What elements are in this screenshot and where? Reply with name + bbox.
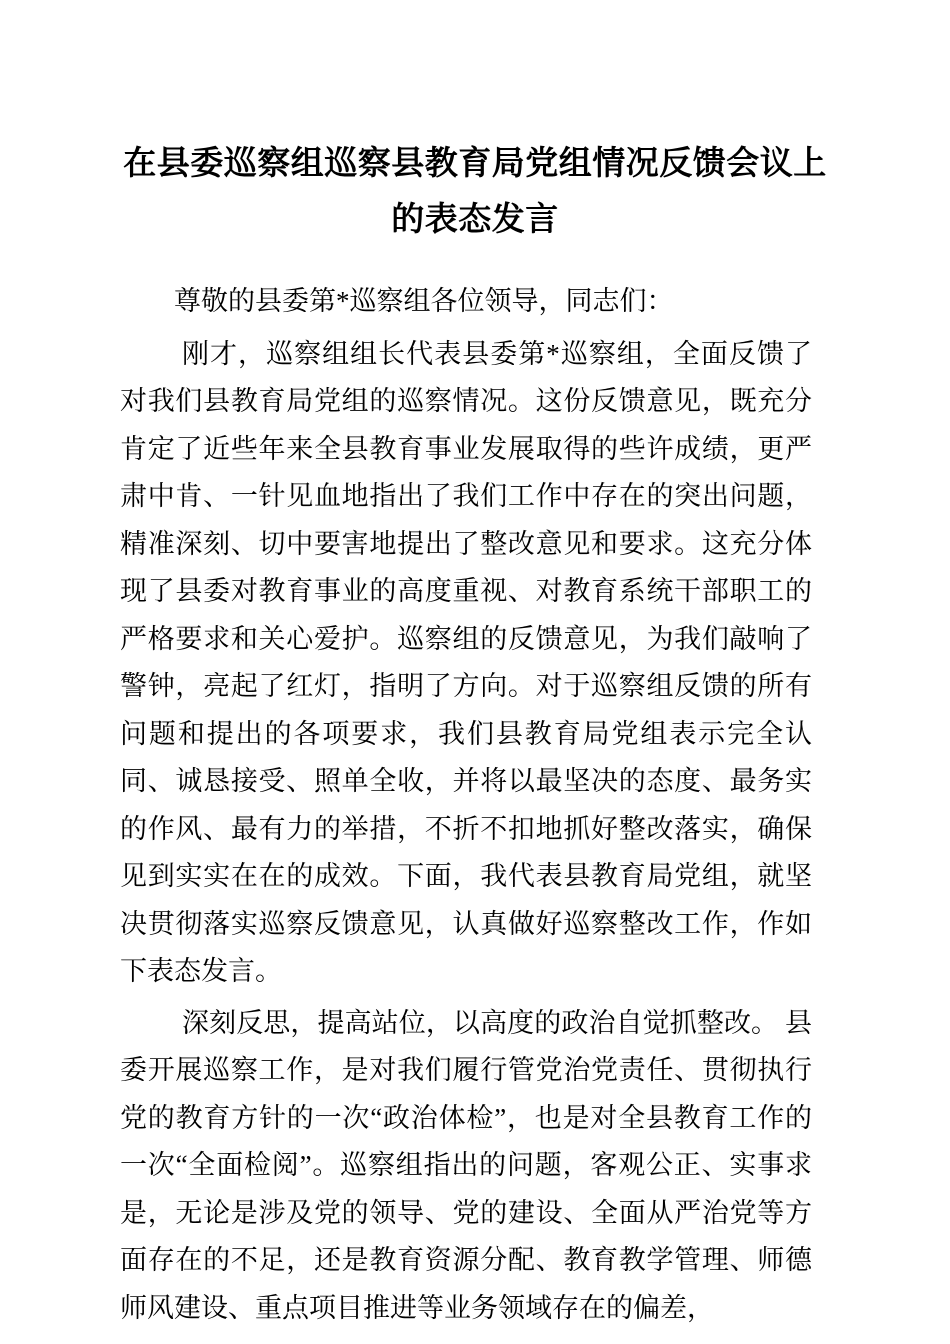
document-body (120, 278, 812, 1332)
paragraph-section-one: 深刻反思，提高站位，以高度的政治自觉抓整改。 县委开展巡察工作，是对我们履行管党治党责任、贯彻执行党的教育方针的一次“政治体检”，也是对全县教育工作的一次“全面检阅”。巡察组指出的问题，客观公正、实事求是，无论是涉及党的领导、党的建设、全面从严治党等方面存在的不足，还是教育资源分配、教育教学管理、师德师风建设、重点项目推进等业务领域存在的偏差， (120, 1007, 812, 1323)
page-title: 在县委巡察组巡察县教育局党组情况反馈会议上的表态发言 (123, 143, 827, 239)
paragraph-greeting: 尊敬的县委第*巡察组各位领导，同志们： (174, 286, 674, 316)
paragraph-opening: 刚才，巡察组组长代表县委第*巡察组，全面反馈了对我们县教育局党组的巡察情况。这份反馈意见，既充分肯定了近些年来全县教育事业发展取得的些许成绩，更严肃中肯、一针见血地指出了我们工作中存在的突出问题，精准深刻、切中要害地提出了整改意见和要求。这充分体现了县委对教育事业的高度重视、对教育系统干部职工的严格要求和关心爱护。巡察组的反馈意见，为我们敲响了警钟，亮起了红灯，指明了方向。对于巡察组反馈的所有问题和提出的各项要求，我们县教育局党组表示完全认同、诚恳接受、照单全收，并将以最坚决的态度、最务实的作风、最有力的举措，不折不扣地抓好整改落实，确保见到实实在在的成效。下面，我代表县教育局党组，就坚决贯彻落实巡察反馈意见，认真做好巡察整改工作，作如下表态发言。 (120, 338, 812, 986)
